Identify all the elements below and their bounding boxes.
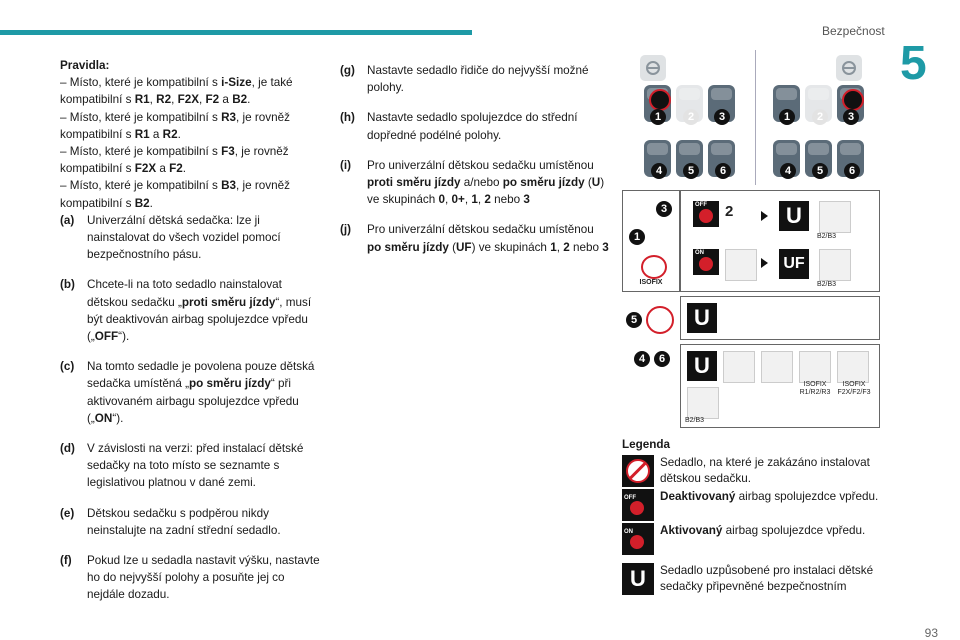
seat-number: 6 bbox=[654, 351, 670, 367]
seat-number: 1 bbox=[650, 109, 666, 125]
seat-number: 2 bbox=[683, 109, 699, 125]
group-label: 2 bbox=[725, 203, 734, 220]
seat-number: 4 bbox=[634, 351, 650, 367]
isofix-forward-seat-icon bbox=[837, 351, 869, 383]
legend bbox=[622, 437, 892, 597]
isofix-anchor-icon bbox=[761, 351, 793, 383]
seat-number: 3 bbox=[843, 109, 859, 125]
arrow-icon bbox=[761, 258, 768, 268]
group-label: B2/B3 bbox=[817, 281, 837, 288]
isofix-rear-seat-icon bbox=[799, 351, 831, 383]
header-accent-bar bbox=[0, 30, 472, 35]
booster-seat-icon bbox=[819, 201, 851, 233]
seat-number: 5 bbox=[683, 163, 699, 179]
universal-seat-icon: U bbox=[622, 563, 654, 595]
seat-number: 3 bbox=[656, 201, 672, 217]
seat-4-6-options bbox=[680, 344, 880, 428]
seat-number: 5 bbox=[626, 312, 642, 328]
front-seat-cell bbox=[622, 190, 680, 292]
rule-line: – Místo, které je kompatibilní s B3, je rovněž kompatibilní s B2. bbox=[60, 179, 290, 210]
isofix-label: ISOFIX bbox=[803, 381, 827, 388]
seat-number: 4 bbox=[651, 163, 667, 179]
prohibited-icon bbox=[649, 89, 671, 111]
page-number: 93 bbox=[924, 626, 938, 640]
no-rear-facing-icon bbox=[725, 249, 757, 281]
universal-u-icon: U bbox=[687, 303, 717, 333]
prohibited-icon bbox=[842, 89, 864, 111]
note-h: (h) Nastavte sedadlo spolujezdce do střední dopředné podélné polohy. bbox=[340, 111, 578, 142]
universal-u-icon: U bbox=[779, 201, 809, 231]
note-g: (g) Nastavte sedadlo řidiče do nejvyšší možné polohy. bbox=[340, 64, 589, 95]
legend-entry: OFF Deaktivovaný airbag spolujezdce vpředu. bbox=[622, 489, 892, 521]
diagram-divider bbox=[755, 50, 756, 185]
seat-number: 2 bbox=[812, 109, 828, 125]
legend-title: Legenda bbox=[622, 438, 671, 451]
universal-uf-icon: UF bbox=[779, 249, 809, 279]
universal-u-icon: U bbox=[687, 351, 717, 381]
legend-entry: U Sedadlo uzpůsobené pro instalaci dětské sedačky připevněné bezpečnostním bbox=[622, 563, 892, 595]
legend-entry: Sedadlo, na které je zakázáno instalovat dětskou sedačku. bbox=[622, 455, 892, 487]
steering-wheel-icon bbox=[640, 55, 666, 81]
rules-list bbox=[60, 74, 325, 212]
middle-column bbox=[340, 62, 610, 267]
isofix-class-label: F2X/F2/F3 bbox=[837, 389, 871, 396]
front-seat-options bbox=[680, 190, 880, 292]
legend-entry: ON Aktivovaný airbag spolujezdce vpředu. bbox=[622, 523, 892, 555]
airbag-on-icon: ON bbox=[622, 523, 654, 555]
note-e: (e) Dětskou sedačku s podpěrou nikdy neinstalujte na zadní střední sedadlo. bbox=[60, 506, 281, 537]
arrow-icon bbox=[761, 211, 768, 221]
airbag-off-icon: OFF bbox=[693, 201, 719, 227]
seat-number: 4 bbox=[780, 163, 796, 179]
note-i: (i) Pro univerzální dětskou sedačku umístěnou proti směru jízdy a/nebo po směru jízdy (U) ve skupinách 0, 0+, 1, 2 nebo 3 bbox=[340, 158, 605, 207]
group-label: B2/B3 bbox=[685, 417, 705, 424]
seat-number: 1 bbox=[779, 109, 795, 125]
note-d: (d) V závislosti na verzi: před instalací dětské sedačky na toto místo se seznamte s legislativou platnou v dané zemi. bbox=[60, 442, 304, 490]
chapter-number: 5 bbox=[900, 37, 927, 90]
prohibited-icon bbox=[622, 455, 654, 487]
isize-seat-icon bbox=[723, 351, 755, 383]
section-title: Bezpečnost bbox=[822, 24, 885, 38]
seat-number: 5 bbox=[812, 163, 828, 179]
note-f: (f) Pokud lze u sedadla nastavit výšku, nastavte ho do nejvyšší polohy a posuňte jej co nejdále dozadu. bbox=[60, 554, 320, 602]
steering-wheel-icon bbox=[836, 55, 862, 81]
no-isofix-icon bbox=[641, 255, 667, 279]
booster-seat-icon bbox=[819, 249, 851, 281]
note-a: (a) Univerzální dětská sedačka: lze ji nainstalovat do všech vozidel pomocí bezpečnostního pásu. bbox=[60, 213, 281, 262]
rule-line: – Místo, které je kompatibilní s i-Size, je také kompatibilní s R1, R2, F2X, F2 a B2. bbox=[60, 76, 293, 107]
rule-line: – Místo, které je kompatibilní s F3, je rovněž kompatibilní s F2X a F2. bbox=[60, 145, 289, 176]
isofix-label: ISOFIX bbox=[639, 279, 663, 286]
note-c: (c) Na tomto sedadle je povolena pouze dětská sedačka umístěná „po směru jízdy“ při aktivovaném airbagu spolujezdce vpředu („ON“). bbox=[60, 360, 315, 425]
no-support-leg-icon bbox=[646, 306, 674, 334]
seat-number: 1 bbox=[629, 229, 645, 245]
note-j: (j) Pro univerzální dětskou sedačku umístěnou po směru jízdy (UF) ve skupinách 1, 2 nebo 3 bbox=[340, 223, 609, 254]
rule-line: – Místo, které je kompatibilní s R3, je rovněž kompatibilní s R1 a R2. bbox=[60, 110, 290, 141]
airbag-on-icon: ON bbox=[693, 249, 719, 275]
note-b: (b) Chcete-li na toto sedadlo nainstalovat dětskou sedačku „proti směru jízdy“, musí být deaktivován airbag spolujezdce vpředu („OFF“). bbox=[60, 278, 312, 344]
airbag-off-icon: OFF bbox=[622, 489, 654, 521]
isofix-class-label: R1/R2/R3 bbox=[799, 389, 831, 396]
group-label: B2/B3 bbox=[817, 233, 837, 240]
booster-seat-icon bbox=[687, 387, 719, 419]
seat-5-options bbox=[680, 296, 880, 340]
seat-number: 6 bbox=[715, 163, 731, 179]
seat-number: 3 bbox=[714, 109, 730, 125]
rules-title: Pravidla: bbox=[60, 59, 110, 72]
seat-number: 6 bbox=[844, 163, 860, 179]
left-column bbox=[60, 57, 325, 615]
isofix-label: ISOFIX bbox=[842, 381, 866, 388]
